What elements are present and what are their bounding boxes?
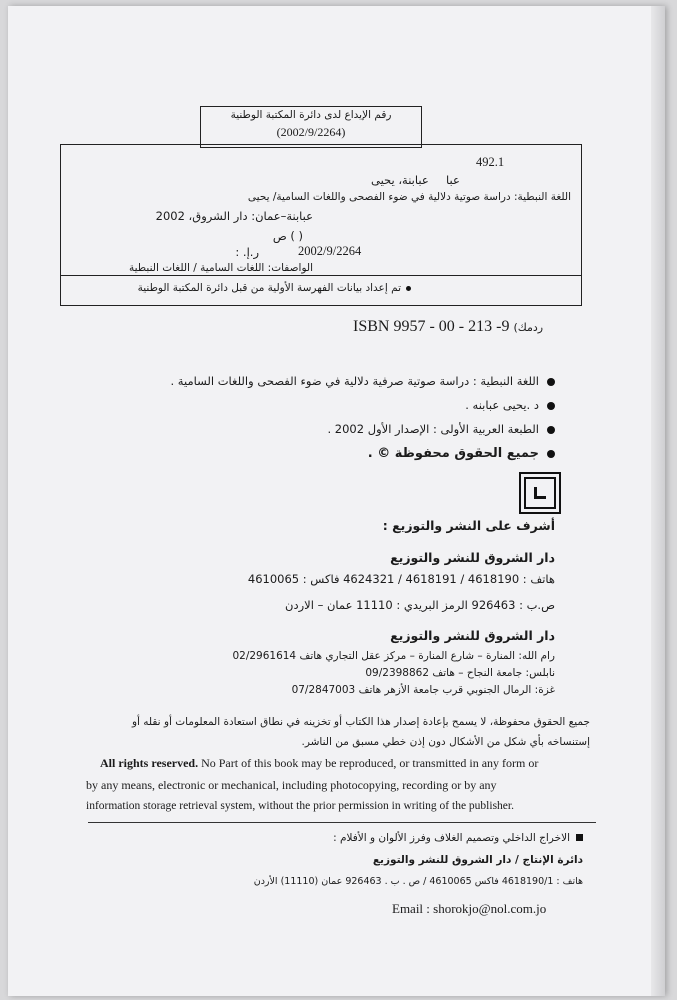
publisher-addr-ramallah: رام الله: المنارة – شارع المنارة – مركز عقل التجاري هاتف 02/2961614 [232, 650, 555, 662]
email-line: Email : shorokjo@nol.com.jo [392, 901, 547, 916]
catalog-pages: ( ) ص [272, 229, 303, 243]
rights-english-bold: All rights reserved. [100, 756, 199, 770]
rights-arabic-line1: جميع الحقوق محفوظة، لا يسمح بإعادة إصدار هذا الكتاب أو تخزينه في نطاق استعادة المعلومات أو نقله أو [131, 716, 590, 728]
catalog-author: عبابنة، يحيى [371, 173, 429, 187]
rights-english-line3: information storage retrieval system, without the prior permission in writing of the publisher. [86, 800, 514, 812]
page-edge [651, 6, 665, 996]
publisher-pobox: ص.ب : 926463 الرمز البريدي : 11110 عمان – الاردن [285, 598, 555, 612]
publisher-supervised: أشرف على النشر والتوزيع : [382, 518, 555, 533]
catalog-divider [61, 275, 581, 276]
production-line3: هاتف : 4618190/1 فاكس 4610065 / ص . ب . 926463 عمان (11110) الأردن [253, 876, 583, 887]
rights-english-line2: by any means, electronic or mechanical, including photocopying, recording or by any [86, 778, 497, 792]
deposit-box [200, 106, 422, 148]
class-number: 492.1 [476, 155, 505, 169]
catalog-ra-value: 2002/9/2264 [298, 244, 362, 258]
deposit-number: (2002/9/2264) [276, 125, 346, 139]
production-line2: دائرة الإنتاج / دار الشروق للنشر والتوزيع [372, 854, 583, 866]
detail-edition: الطبعة العربية الأولى : الإصدار الأول 2002 . [327, 422, 555, 436]
publisher-phones: هاتف : 4618190 / 4618191 / 4624321 فاكس : 4610065 [247, 572, 555, 586]
isbn-value: ISBN 9957 - 00 - 213 -9 [353, 318, 510, 335]
deposit-line1: رقم الإيداع لدى دائرة المكتبة الوطنية [230, 109, 392, 121]
detail-rights: جميع الحقوق محفوظة © . [368, 446, 555, 461]
publisher-name-1: دار الشروق للنشر والتوزيع [390, 550, 555, 565]
catalog-title: اللغة النبطية: دراسة صوتية دلالية في ضوء الفصحى واللغات السامية/ يحيى [247, 191, 571, 203]
book-page [8, 6, 665, 996]
rights-divider [88, 822, 596, 823]
catalog-box [60, 144, 582, 306]
detail-title: اللغة النبطية : دراسة صوتية صرفية دلالية في ضوء الفصحى واللغات السامية . [171, 374, 556, 388]
rights-arabic-line2: إستنساخه بأي شكل من الأشكال دون إذن خطي مسبق من الناشر. [301, 736, 590, 748]
isbn-label: (ردمك [513, 321, 544, 334]
catalog-note: تم إعداد بيانات الفهرسة الأولية من قبل دائرة المكتبة الوطنية [138, 282, 411, 294]
publisher-name-2: دار الشروق للنشر والتوزيع [390, 628, 555, 643]
catalog-descriptors: الواصفات: اللغات السامية / اللغات النبطية [129, 262, 313, 274]
publisher-addr-nablus: نابلس: جامعة النجاح – هاتف 09/2398862 [365, 667, 555, 679]
publisher-addr-gaza: غزة: الرمال الجنوبي قرب جامعة الأزهر هاتف 07/2847003 [291, 684, 555, 696]
catalog-code: عبا [446, 173, 460, 187]
isbn-line [353, 318, 543, 336]
publisher-logo-icon [519, 472, 561, 514]
detail-author: د .يحيى عبابنه . [465, 398, 555, 412]
catalog-ra-label: ر.إ. : [235, 245, 259, 259]
rights-english-line1: All rights reserved. No Part of this book may be reproduced, or transmitted in any form or [100, 756, 539, 770]
production-line1: الاخراج الداخلي وتصميم الغلاف وفرز الألوان و الأفلام : [333, 832, 583, 844]
catalog-publish: عبابنة–عمان: دار الشروق، 2002 [155, 209, 313, 223]
